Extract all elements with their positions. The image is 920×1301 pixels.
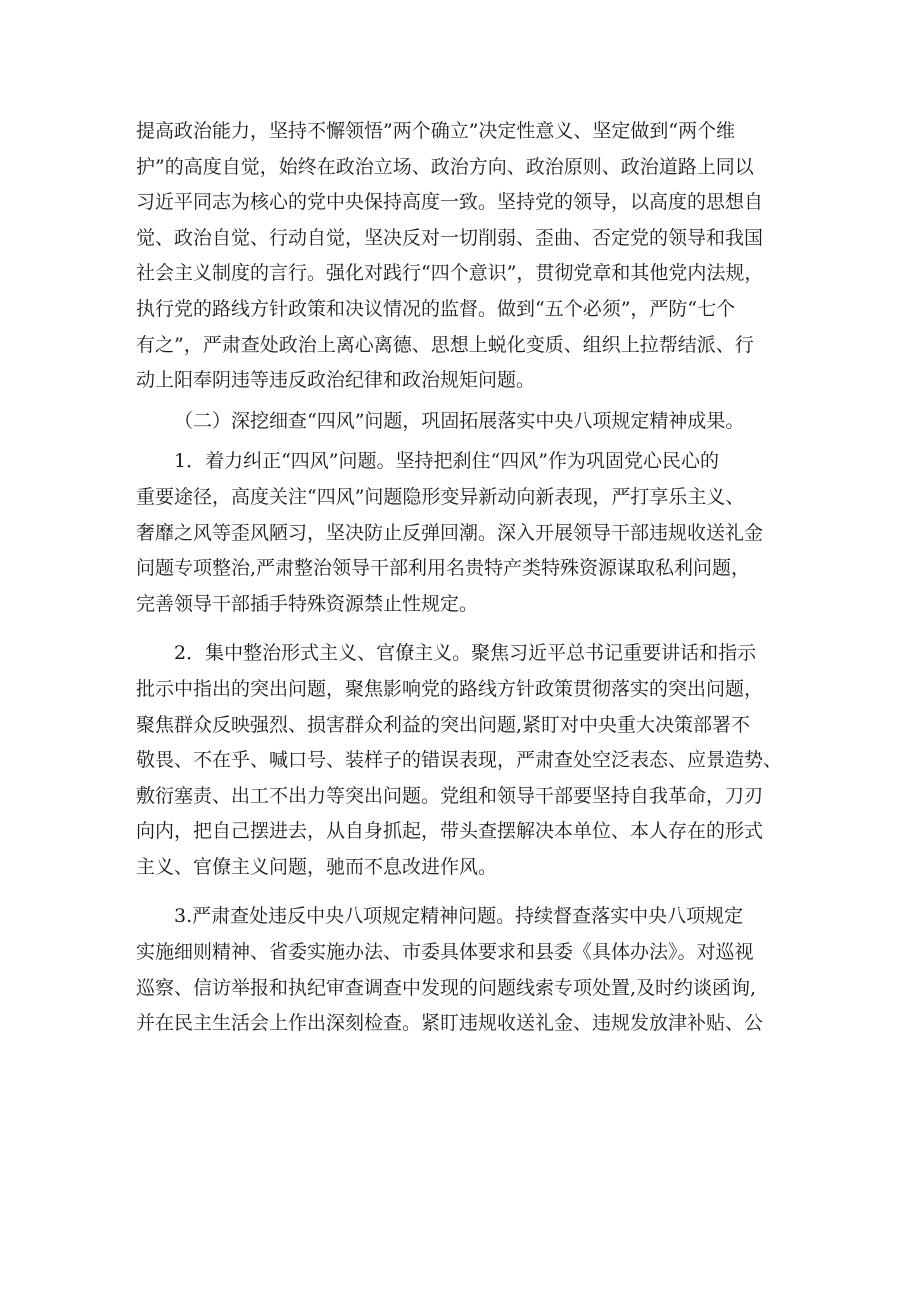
text-line: 提高政治能力，坚持不懈领悟”两个确立”决定性意义、坚定做到“两个维 [136, 120, 736, 142]
text-line: 重要途径，高度关注“四风”问题隐形变异新动向新表现，严打享乐主义、 [136, 485, 745, 508]
text-line: 完善领导干部插手特殊资源禁止性规定。 [136, 592, 479, 615]
item-1-correct-four-winds [136, 444, 796, 622]
text-line: 问题专项整治,严肃整治领导干部利用名贵特产类特殊资源谋取私利问题， [136, 557, 751, 580]
text-line: 奢靡之风等歪风陋习，坚决防止反弹回潮。深入开展领导干部违规收送礼金 [136, 521, 764, 544]
item-2-formalism-bureaucratism [136, 636, 796, 885]
text-line: 觉、政治自觉、行动自觉，坚决反对一切削弱、歪曲、否定党的领导和我国 [136, 226, 764, 249]
item-heading-line: 1．着力纠正“四风”问题。坚持把刹住“四风”作为巩固党心民心的 [174, 450, 719, 473]
text-line: 并在民主生活会上作出深刻检查。紧盯违规收送礼金、违规发放津补贴、公 [136, 1012, 764, 1035]
text-line: 主义、官僚主义问题，驰而不息改进作风。 [136, 855, 498, 878]
section-heading-four-winds [136, 404, 796, 440]
text-line: 护”的高度自觉，始终在政治立场、政治方向、政治原则、政治道路上同以 [136, 155, 754, 178]
text-line: 批示中指出的突出问题，聚焦影响党的路线方针政策贯彻落实的突出问题， [136, 677, 764, 700]
text-line: 聚焦群众反映强烈、损害群众利益的突出问题,紧盯对中央重大决策部署不 [136, 713, 751, 736]
item-heading-line: 3.严肃查处违反中央八项规定精神问题。持续督查落实中央八项规定 [174, 905, 744, 928]
item-3-eight-point-rules [136, 899, 796, 1041]
text-line: 习近平同志为核心的党中央保持高度一致。坚持党的领导，以高度的思想自 [136, 191, 764, 214]
item-heading-line: 2．集中整治形式主义、官僚主义。聚焦习近平总书记重要讲话和指示 [174, 642, 757, 665]
text-line: 敷衍塞责、出工不出力等突出问题。党组和领导干部要坚持自我革命，刀刃 [136, 784, 764, 807]
text-line: 动上阳奉阴违等违反政治纪律和政治规矩问题。 [136, 369, 536, 392]
text-line: 向内，把自己摆进去，从自身抓起，带头查摆解决本单位、本人存在的形式 [136, 820, 764, 843]
text-line: 敬畏、不在乎、喊口号、装样子的错误表现，严肃查处空泛表态、应景造势、 [136, 749, 783, 772]
text-line: 执行党的路线方针政策和决议情况的监督。做到“五个必须”，严防“七个 [136, 297, 736, 320]
text-line: 社会主义制度的言行。强化对践行“四个意识”，贯彻党章和其他党内法规， [136, 262, 764, 285]
section-heading-text: （二）深挖细查“四风”问题，巩固拓展落实中央八项规定精神成果。 [174, 409, 745, 432]
text-line: 有之”，严肃查处政治上离心离德、思想上蜕化变质、组织上拉帮结派、行 [136, 333, 754, 356]
paragraph-political-discipline [136, 114, 796, 399]
document-body [136, 114, 796, 1042]
text-line: 巡察、信访举报和执纪审查调查中发现的问题线索专项处置,及时约谈函询, [136, 976, 757, 999]
text-line: 实施细则精神、省委实施办法、市委具体要求和县委《具体办法》。对巡视 [136, 941, 754, 964]
